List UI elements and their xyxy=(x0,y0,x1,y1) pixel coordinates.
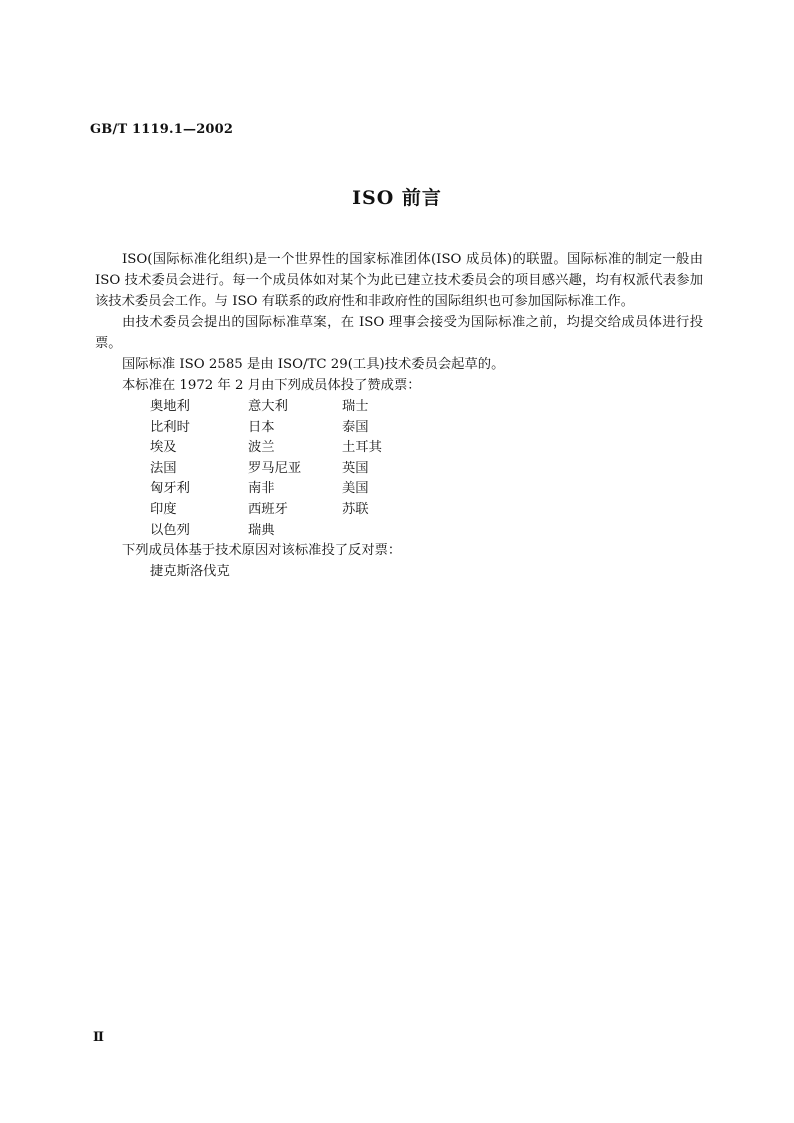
standard-code: GB/T 1119.1—2002 xyxy=(90,122,234,137)
country-name: 法国 xyxy=(150,460,177,476)
country-name: 南非 xyxy=(248,481,275,497)
paragraph-draft-voting: 由技术委员会提出的国际标准草案，在 ISO 理事会接受为国际标准之前，均提交给成员体进行投票。 xyxy=(95,315,703,351)
country-name: 意大利 xyxy=(248,399,288,414)
disapproving-members-list xyxy=(150,561,703,582)
country-name: 匈牙利 xyxy=(150,481,190,497)
page-title: ISO 前言 xyxy=(352,187,442,209)
country-name: 埃及 xyxy=(150,440,177,456)
approving-members-list xyxy=(150,396,703,540)
country-row xyxy=(150,458,703,479)
page-number: Ⅱ xyxy=(93,1030,104,1045)
country-row xyxy=(150,417,703,438)
country-name: 美国 xyxy=(342,481,369,497)
paragraph-iso-intro: ISO(国际标准化组织)是一个世界性的国家标准团体(ISO 成员体)的联盟。国际标准的制定一般由 ISO 技术委员会进行。每一个成员体如对某个为此已建立技术委员会的项目感兴趣，均有权派代表参加该技术委员会工作。与 ISO 有联系的政府性和非政府性的国际组织也可参加国际标准工作。 xyxy=(95,252,703,309)
country-name: 瑞典 xyxy=(248,522,275,538)
country-name: 苏联 xyxy=(342,501,369,517)
paragraph-drafting-committee: 国际标准 ISO 2585 是由 ISO/TC 29(工具)技术委员会起草的。 xyxy=(122,357,505,372)
country-name: 瑞士 xyxy=(342,399,369,414)
country-name: 以色列 xyxy=(150,522,190,538)
paragraph-approval-intro: 本标准在 1972 年 2 月由下列成员体投了赞成票： xyxy=(122,378,421,393)
country-name: 比利时 xyxy=(150,419,190,435)
country-row xyxy=(150,437,703,458)
country-row xyxy=(150,499,703,520)
country-row xyxy=(150,520,703,541)
country-name: 英国 xyxy=(342,460,369,476)
country-name: 罗马尼亚 xyxy=(248,460,302,476)
country-row xyxy=(150,478,703,499)
country-name: 泰国 xyxy=(342,419,369,435)
country-name: 奥地利 xyxy=(150,399,190,414)
country-row xyxy=(150,396,703,417)
document-body xyxy=(95,249,703,582)
country-name: 西班牙 xyxy=(248,501,288,517)
paragraph-disapproval-intro: 下列成员体基于技术原因对该标准投了反对票： xyxy=(122,543,402,559)
country-name: 土耳其 xyxy=(342,440,382,456)
country-name: 日本 xyxy=(248,419,275,435)
country-name: 印度 xyxy=(150,501,177,517)
country-name: 捷克斯洛伐克 xyxy=(150,564,230,580)
country-name: 波兰 xyxy=(248,440,275,456)
